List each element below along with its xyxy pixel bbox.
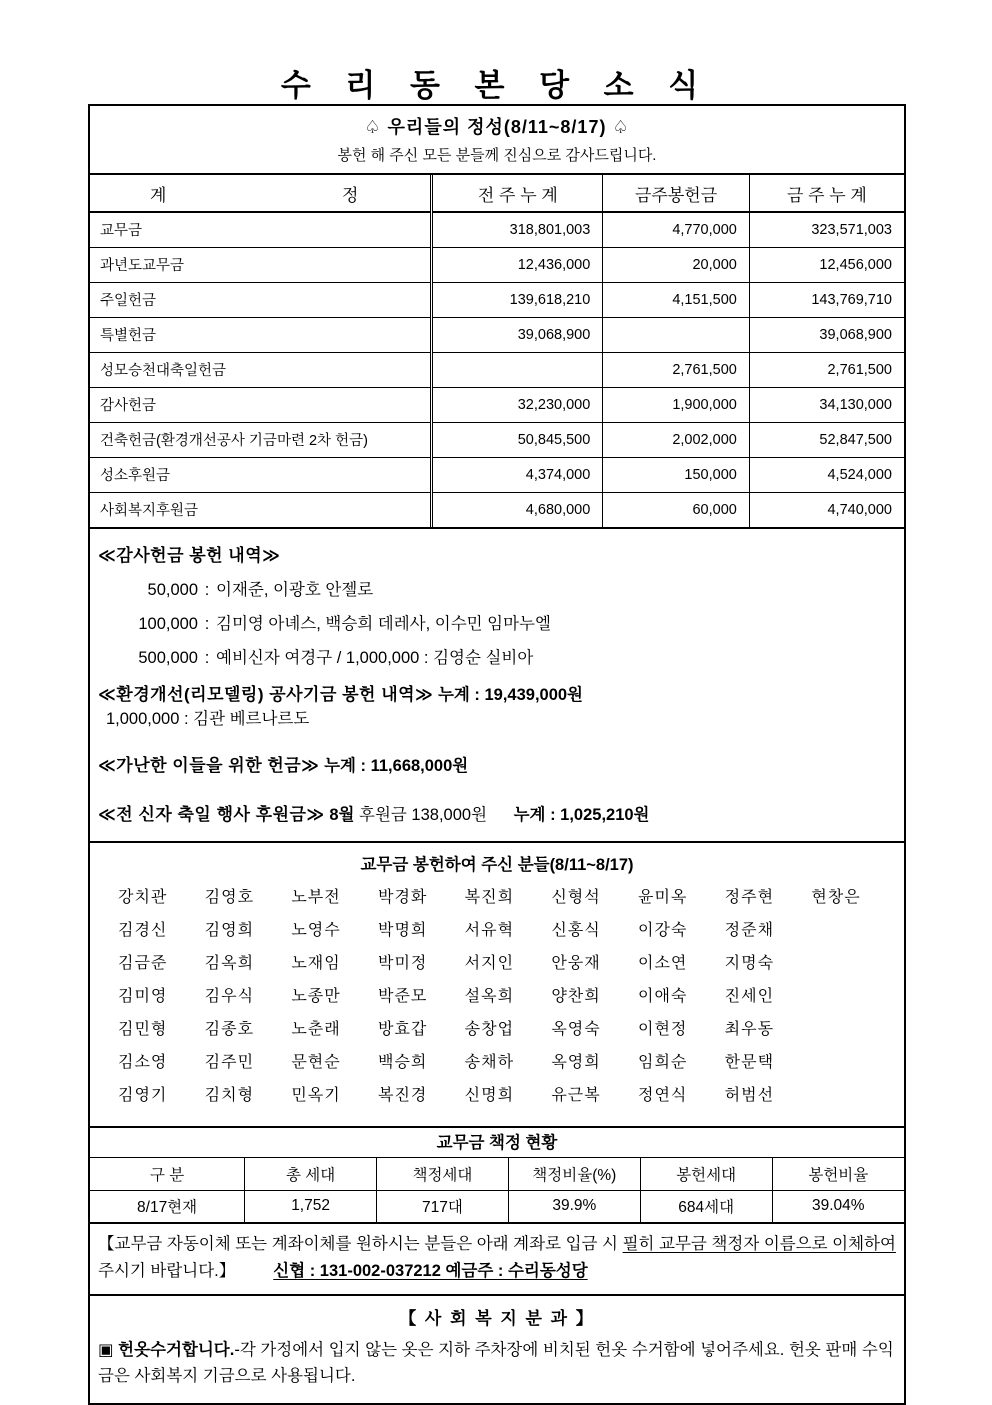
- poor-fund-header: [98, 751, 896, 776]
- pledge-cell: 1,752: [245, 1190, 377, 1222]
- table-row: [90, 282, 904, 317]
- donor-name: 송채하: [464, 1054, 515, 1071]
- offering-category: 성모승천대축일헌금: [90, 352, 432, 387]
- table-row: [90, 352, 904, 387]
- feast-fund-month: 8월: [329, 806, 355, 824]
- pledge-col-header: 구 분: [90, 1158, 245, 1190]
- donor-name: 이소연: [637, 955, 688, 972]
- separator: :: [204, 649, 210, 667]
- week-total-cell: 12,456,000: [749, 247, 904, 282]
- col-header-week-amount: 금주봉헌금: [603, 175, 750, 212]
- week-amount-cell: 20,000: [603, 247, 750, 282]
- donor-name: 한문택: [724, 1054, 775, 1071]
- donor-name: [811, 914, 898, 947]
- donor-name: [811, 947, 898, 980]
- bulletin-box: [88, 104, 906, 1405]
- donor-name: 강치관: [118, 889, 168, 906]
- donor-name: 신형석: [551, 889, 601, 906]
- donor-name: 박경화: [377, 889, 428, 906]
- donor-name: 옥영희: [551, 1054, 601, 1071]
- poor-fund-title: ≪가난한 이들을 위한 헌금≫: [98, 756, 320, 775]
- donor-name: 이애숙: [637, 988, 688, 1005]
- week-total-cell: 39,068,900: [749, 317, 904, 352]
- separator: :: [204, 615, 210, 633]
- week-total-cell: 4,524,000: [749, 457, 904, 492]
- donor-name: 방효갑: [377, 1021, 428, 1038]
- prev-total-cell: 139,618,210: [432, 282, 603, 317]
- offering-header-title: ♤ 우리들의 정성(8/11~8/17) ♤: [364, 117, 630, 137]
- donor-name: 이강숙: [637, 922, 688, 939]
- feast-fund-title: ≪전 신자 축일 행사 후원금≫: [98, 805, 325, 824]
- donor-name: 유근복: [551, 1087, 601, 1104]
- donor-name: 최우동: [724, 1021, 775, 1038]
- donor-name: 노종만: [291, 988, 341, 1005]
- prev-total-cell: 4,680,000: [432, 492, 603, 527]
- donor-name: 정연식: [637, 1087, 688, 1104]
- offering-header: [90, 106, 904, 175]
- thanks-detail-line: [98, 580, 896, 600]
- donor-name: 김경신: [118, 922, 168, 939]
- week-total-cell: 2,761,500: [749, 352, 904, 387]
- transfer-note-text: 주시기 바랍니다.】: [98, 1262, 236, 1280]
- prev-total-cell: 12,436,000: [432, 247, 603, 282]
- offering-table: [90, 175, 904, 527]
- donor-name: 이현정: [637, 1021, 688, 1038]
- donor-name: 민옥기: [291, 1087, 341, 1104]
- donors-title: 교무금 봉헌하여 주신 분들(8/11~8/17): [360, 856, 634, 874]
- donor-name: 송창업: [464, 1021, 515, 1038]
- donor-name: 김우식: [204, 988, 255, 1005]
- table-row: [90, 492, 904, 527]
- feast-fund-header: [98, 800, 896, 825]
- offering-category: 과년도교무금: [90, 247, 432, 282]
- donor-name: 진세인: [724, 988, 775, 1005]
- donor-name: 복진경: [377, 1087, 428, 1104]
- week-amount-cell: 2,761,500: [603, 352, 750, 387]
- week-amount-cell: 60,000: [603, 492, 750, 527]
- bank-account-info: 신협 : 131-002-037212 예금주 : 수리동성당: [273, 1262, 588, 1280]
- page-title: 수 리 동 본 당 소 식: [280, 68, 712, 103]
- thanks-detail-title: ≪감사헌금 봉헌 내역≫: [98, 546, 281, 565]
- welfare-section: [90, 1296, 904, 1403]
- table-row: [90, 387, 904, 422]
- donor-name: 김영기: [118, 1087, 168, 1104]
- week-total-cell: 52,847,500: [749, 422, 904, 457]
- donor-name: 김치형: [204, 1087, 255, 1104]
- offering-category: 성소후원금: [90, 457, 432, 492]
- transfer-note-underlined: 필히 교무금 책정자 이름으로 이체하여: [622, 1235, 896, 1253]
- donor-name: [811, 980, 898, 1013]
- pledge-col-header: 책정비율(%): [508, 1158, 640, 1190]
- table-row: [90, 212, 904, 247]
- feast-fund-total: 누계 : 1,025,210원: [513, 806, 650, 824]
- offering-category: 사회복지후원금: [100, 503, 199, 520]
- offering-table-header-row: [90, 175, 904, 212]
- donor-names: 김미영 아녜스, 백승희 데레사, 이수민 임마누엘: [216, 615, 551, 633]
- col-header-account-right: 정: [341, 185, 359, 205]
- week-total-cell: 34,130,000: [749, 387, 904, 422]
- welfare-notice-lead: ▣ 헌옷수거합니다.: [98, 1341, 235, 1359]
- offering-category: 특별헌금: [90, 317, 432, 352]
- prev-total-cell: 32,230,000: [432, 387, 603, 422]
- donor-name: 김금준: [118, 955, 168, 972]
- donor-name: 김영희: [204, 922, 255, 939]
- pledge-status-title: 교무금 책정 현황: [90, 1128, 904, 1158]
- prev-total-cell: [432, 352, 603, 387]
- donor-name: 김미영: [118, 988, 168, 1005]
- pledge-data-row: [90, 1190, 904, 1222]
- transfer-note-text: 【교무금 자동이체 또는 계좌이체를 원하시는 분들은 아래 계좌로 입금 시: [98, 1235, 623, 1253]
- offering-category: 건축헌금(환경개선공사 기금마련 2차 헌금): [90, 422, 432, 457]
- donor-name: 서유혁: [464, 922, 515, 939]
- donor-name: 김종호: [204, 1021, 255, 1038]
- donor-name: 임희순: [637, 1054, 688, 1071]
- week-total-cell: 4,740,000: [749, 492, 904, 527]
- offering-category: 감사헌금: [90, 387, 432, 422]
- donor-name: 설옥희: [464, 988, 515, 1005]
- donor-name: 옥영숙: [551, 1021, 601, 1038]
- donor-name: 백승희: [377, 1054, 428, 1071]
- prev-total-cell: 50,845,500: [432, 422, 603, 457]
- donor-name: 정주현: [724, 889, 775, 906]
- remodel-fund-header: [98, 680, 896, 705]
- remodel-fund-total: 누계 : 19,439,000원: [437, 686, 583, 704]
- thanks-detail-line: [98, 614, 896, 634]
- pledge-cell: 39.9%: [508, 1190, 640, 1222]
- donor-name: 김영호: [204, 889, 255, 906]
- transfer-note: [90, 1224, 904, 1296]
- week-amount-cell: 150,000: [603, 457, 750, 492]
- welfare-notice-body: -각 가정에서 입지 않는 옷은 지하 주차장에 비치된 헌옷 수거함에 넣어주세요. 헌옷 판매 수익금은 사회복지 기금으로 사용됩니다.: [98, 1341, 894, 1385]
- pledge-col-header: 책정세대: [377, 1158, 509, 1190]
- week-amount-cell: 4,151,500: [603, 282, 750, 317]
- week-total-cell: 143,769,710: [749, 282, 904, 317]
- donation-amount: 50,000: [147, 581, 198, 599]
- prev-total-cell: 4,374,000: [432, 457, 603, 492]
- week-amount-cell: [603, 317, 750, 352]
- table-row: [90, 422, 904, 457]
- donor-name: 신홍식: [551, 922, 601, 939]
- donor-name: 양찬희: [551, 988, 601, 1005]
- donor-name: 노춘래: [291, 1021, 341, 1038]
- pledge-cell: 8/17현재: [137, 1199, 198, 1217]
- col-header-account: [90, 175, 432, 212]
- donation-amount: 500,000: [138, 649, 198, 667]
- donor-name: 노영수: [291, 922, 341, 939]
- week-amount-cell: 4,770,000: [603, 212, 750, 247]
- donor-name: [811, 1079, 898, 1112]
- donor-name: 박미정: [377, 955, 428, 972]
- donor-name: 노부전: [291, 889, 341, 906]
- table-row: [90, 247, 904, 282]
- donor-name: 윤미옥: [637, 889, 688, 906]
- offering-details-section: [90, 529, 904, 843]
- prev-total-cell: 318,801,003: [432, 212, 603, 247]
- week-amount-cell: 1,900,000: [603, 387, 750, 422]
- donors-grid: [90, 879, 904, 1116]
- donor-names: 예비신자 여경구 / 1,000,000 : 김영순 실비아: [216, 649, 534, 667]
- week-amount-cell: 2,002,000: [603, 422, 750, 457]
- week-total-cell: 323,571,003: [749, 212, 904, 247]
- donor-name: 김민형: [118, 1021, 168, 1038]
- offering-header-subtitle: 봉헌 해 주신 모든 분들께 진심으로 감사드립니다.: [337, 147, 657, 164]
- pledge-col-header: 봉헌세대: [640, 1158, 772, 1190]
- donor-name: 박준모: [377, 988, 428, 1005]
- donor-name: 신명희: [464, 1087, 515, 1104]
- donor-name: 노재임: [291, 955, 341, 972]
- donor-name: 지명숙: [724, 955, 775, 972]
- pledge-col-header: 봉헌비율: [772, 1158, 904, 1190]
- donor-name: 복진희: [464, 889, 515, 906]
- table-row: [90, 317, 904, 352]
- donor-name: 안웅재: [551, 955, 601, 972]
- remodel-fund-line: 1,000,000 : 김관 베르나르도: [106, 710, 310, 728]
- pledge-col-header: 총 세대: [245, 1158, 377, 1190]
- offering-category: 교무금: [90, 212, 432, 247]
- offering-table-section: [90, 175, 904, 529]
- donor-name: 허범선: [724, 1087, 775, 1104]
- donor-name: 서지인: [464, 955, 515, 972]
- table-row: [90, 457, 904, 492]
- pledge-status-section: [90, 1128, 904, 1224]
- donor-name: [811, 1046, 898, 1079]
- prev-total-cell: 39,068,900: [432, 317, 603, 352]
- donor-name: [811, 1013, 898, 1046]
- donor-names: 이재준, 이광호 안젤로: [216, 581, 374, 599]
- donation-amount: 100,000: [138, 615, 198, 633]
- donors-section: [90, 843, 904, 1128]
- welfare-notice: [90, 1335, 904, 1403]
- donor-name: 김소영: [118, 1054, 168, 1071]
- donor-name: 현창은: [811, 889, 861, 906]
- thanks-detail-line: [98, 648, 896, 668]
- separator: :: [204, 581, 210, 599]
- col-header-prev-total: 전 주 누 계: [432, 175, 603, 212]
- offering-category: 주일헌금: [90, 282, 432, 317]
- pledge-status-table: [90, 1158, 904, 1222]
- col-header-week-total: 금 주 누 계: [749, 175, 904, 212]
- pledge-header-row: [90, 1158, 904, 1190]
- pledge-cell: 39.04%: [772, 1190, 904, 1222]
- donor-name: 김옥희: [204, 955, 255, 972]
- feast-fund-month-amount: 후원금 138,000원: [359, 806, 488, 824]
- donor-name: 김주민: [204, 1054, 255, 1071]
- pledge-cell: 684세대: [640, 1190, 772, 1222]
- donor-name: 박명희: [377, 922, 428, 939]
- poor-fund-total: 누계 : 11,668,000원: [324, 757, 469, 775]
- welfare-section-title: 【 사 회 복 지 분 과 】: [399, 1309, 595, 1328]
- col-header-account-left: 계: [150, 185, 167, 205]
- donor-name: 정준채: [724, 922, 775, 939]
- pledge-cell: 717대: [377, 1190, 509, 1222]
- donor-name: 문현순: [291, 1054, 341, 1071]
- remodel-fund-title: ≪환경개선(리모델링) 공사기금 봉헌 내역≫: [98, 685, 434, 704]
